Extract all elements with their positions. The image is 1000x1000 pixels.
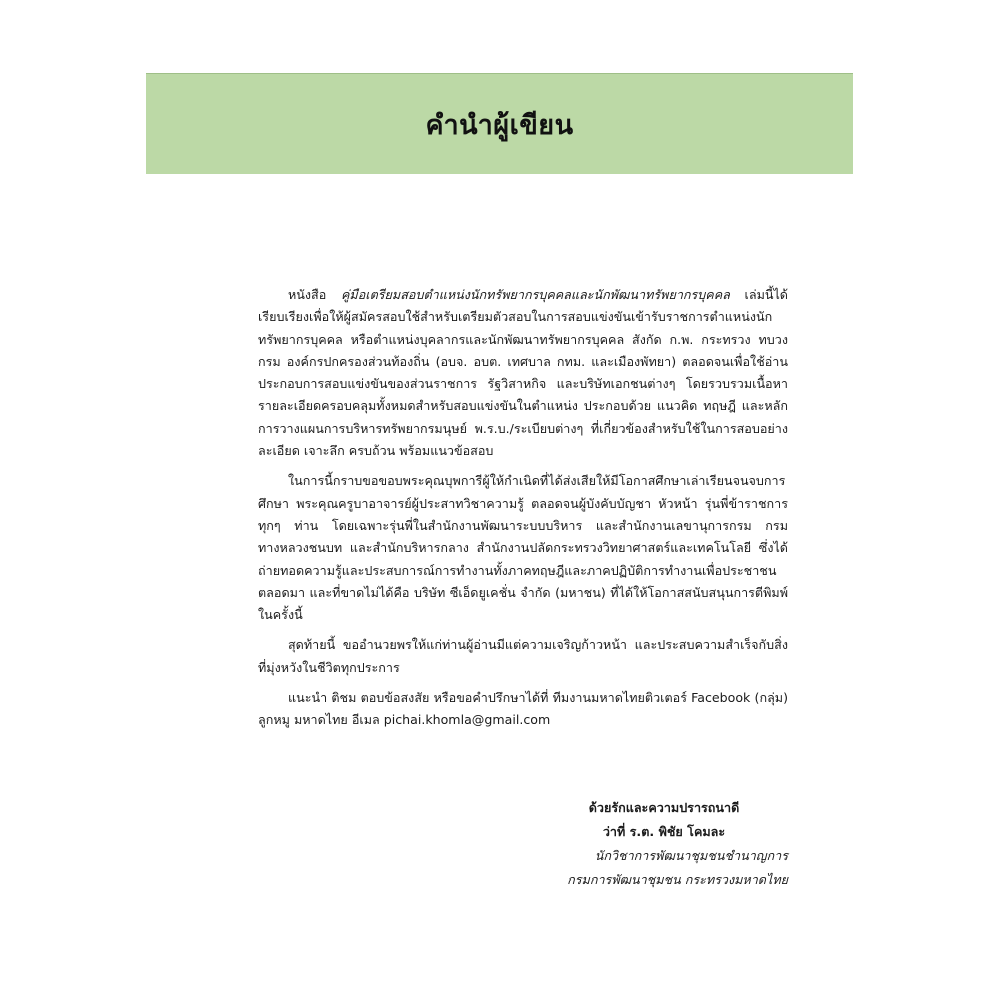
preface-body: [258, 284, 788, 732]
book-title: คู่มือเตรียมสอบตำแหน่งนักทรัพยากรบุคคลและนักพัฒนาทรัพยากรบุคคล: [341, 287, 730, 302]
author-position: นักวิชาการพัฒนาชุมชนชำนาญการ: [594, 848, 788, 863]
paragraph-thanks: ในการนี้กราบขอขอบพระคุณบุพการีผู้ให้กำเนิดที่ได้ส่งเสียให้มีโอกาสศึกษาเล่าเรียนจนจบการศึกษา พระคุณครูบาอาจารย์ผู้ประสาทวิชาความรู้ ตลอดจนผู้บังคับบัญชา หัวหน้า รุ่นพี่ข้าราชการทุกๆ ท่าน โดยเฉพาะรุ่นพี่ในสำนักงานพัฒนาระบบบริหาร และสำนักงานเลขานุการกรม กรมทางหลวงชนบท และสำนักบริหารกลาง สำนักงานปลัดกระทรวงวิทยาศาสตร์และเทคโนโลยี ซึ่งได้ถ่ายทอดความรู้และประสบการณ์การทำงานทั้งภาคทฤษฎีและภาคปฏิบัติการทำงานเพื่อประชาชนตลอดมา และที่ขาดไม่ได้คือ บริษัท ซีเอ็ดยูเคชั่น จำกัด (มหาชน) ที่ได้ให้โอกาสสนับสนุนการตีพิมพ์ในครั้งนี้: [258, 473, 788, 623]
intro-lead: หนังสือ: [288, 287, 341, 302]
title-banner: [146, 73, 853, 174]
intro-rest: เล่มนี้ได้เรียบเรียงเพื่อให้ผู้สมัครสอบใช้สำหรับเตรียมตัวสอบในการสอบแข่งขันเข้ารับราชการตำแหน่งนักทรัพยากรบุคคล หรือตำแหน่งบุคลากรและนักพัฒนาทรัพยากรบุคคล สังกัด ก.พ. กระทรวง ทบวง กรม องค์กรปกครองส่วนท้องถิ่น (อบจ. อบต. เทศบาล กทม. และเมืองพัทยา) ตลอดจนเพื่อใช้อ่านประกอบการสอบแข่งขันของส่วนราชการ รัฐวิสาหกิจ และบริษัทเอกชนต่างๆ โดยรวบรวมเนื้อหารายละเอียดครอบคลุมทั้งหมดสำหรับสอบแข่งขันในตำแหน่ง ประกอบด้วย แนวคิด ทฤษฎี และหลักการวางแผนการบริหารทรัพยากรมนุษย์ พ.ร.บ./ระเบียบต่างๆ ที่เกี่ยวข้องสำหรับใช้ในการสอบอย่างละเอียด เจาะลึก ครบถ้วน พร้อมแนวข้อสอบ: [258, 287, 788, 459]
author-organization: กรมการพัฒนาชุมชน กระทรวงมหาดไทย: [567, 872, 788, 887]
paragraph-wishes: สุดท้ายนี้ ขออำนวยพรให้แก่ท่านผู้อ่านมีแต่ความเจริญก้าวหน้า และประสบความสำเร็จกับสิ่งที่มุ่งหวังในชีวิตทุกประการ: [258, 637, 788, 675]
author-name: ว่าที่ ร.ต. พิชัย โคมละ: [602, 824, 726, 839]
signature-block: [500, 796, 788, 892]
paragraph-intro: [258, 284, 788, 462]
paragraph-contact: แนะนำ ติชม ตอบข้อสงสัย หรือขอคำปรึกษาได้ที่ ทีมงานมหาดไทยติวเตอร์ Facebook (กลุ่ม) ลูกหมู มหาดไทย อีเมล pichai.khomla@gmail.com: [258, 690, 788, 728]
page-title: คำนำผู้เขียน: [425, 109, 574, 141]
closing-line: ด้วยรักและความปรารถนาดี: [588, 800, 740, 815]
